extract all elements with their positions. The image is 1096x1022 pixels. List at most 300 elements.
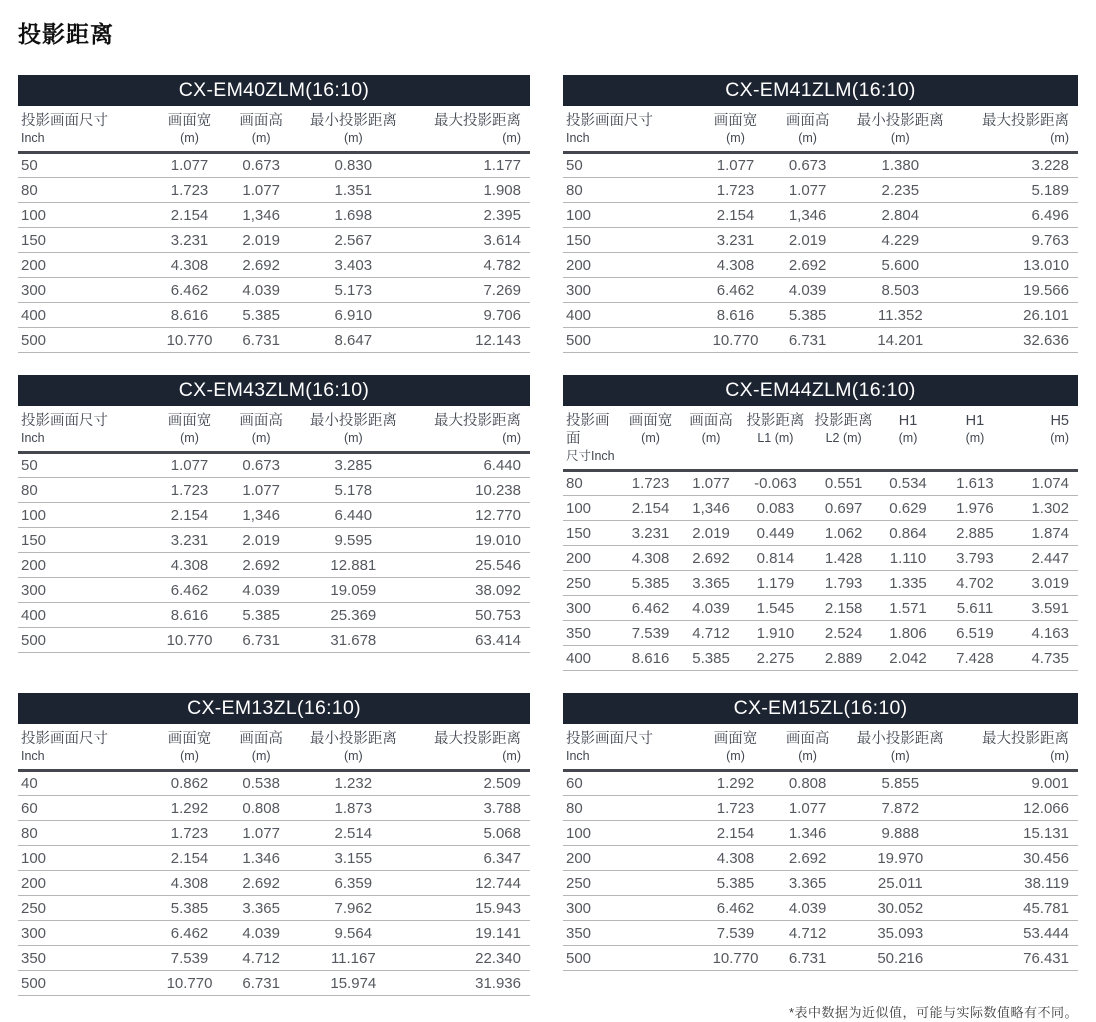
cell-value: 5.385 — [697, 871, 774, 896]
cell-value: 2.042 — [877, 646, 939, 671]
cell-value: 5.068 — [412, 821, 530, 846]
table-row — [563, 796, 1078, 821]
cell-value: 1.177 — [412, 153, 530, 178]
cell-value: 2.019 — [774, 228, 841, 253]
cell-value: 1,346 — [228, 203, 295, 228]
cell-value: 2.395 — [412, 203, 530, 228]
cell-screen-size: 50 — [563, 153, 697, 178]
cell-value: 1.077 — [151, 153, 228, 178]
table-row — [18, 871, 530, 896]
cell-screen-size: 350 — [563, 621, 620, 646]
cell-value: 14.201 — [841, 328, 959, 353]
table-row — [18, 253, 530, 278]
cell-screen-size: 400 — [18, 303, 151, 328]
column-header: 最大投影距离 (m) — [960, 106, 1078, 153]
cell-value: 9.001 — [960, 771, 1078, 796]
cell-value: 1.793 — [810, 571, 877, 596]
table-row — [563, 946, 1078, 971]
cell-value: 5.173 — [294, 278, 412, 303]
cell-value: 2.692 — [228, 253, 295, 278]
cell-value: 6.731 — [774, 328, 841, 353]
cell-value: 1.908 — [412, 178, 530, 203]
cell-value: 1.613 — [939, 471, 1011, 496]
cell-value: 6.462 — [151, 921, 228, 946]
column-header: 最小投影距离 (m) — [294, 724, 412, 771]
column-header-row — [18, 406, 530, 453]
table-row — [563, 521, 1078, 546]
cell-value: 4.039 — [228, 578, 295, 603]
column-header: 投影画面 尺寸Inch — [563, 406, 620, 471]
cell-value: 2.154 — [697, 203, 774, 228]
cell-screen-size: 300 — [18, 278, 151, 303]
cell-value: 8.616 — [697, 303, 774, 328]
cell-value: 76.431 — [960, 946, 1078, 971]
column-header: 画面宽 (m) — [697, 106, 774, 153]
cell-value: 2.514 — [294, 821, 412, 846]
cell-screen-size: 150 — [563, 228, 697, 253]
cell-value: 2.154 — [151, 503, 228, 528]
cell-value: 63.414 — [412, 628, 530, 653]
cell-screen-size: 100 — [18, 203, 151, 228]
cell-value: 2.885 — [939, 521, 1011, 546]
table-title-bar: CX-EM40ZLM(16:10) — [18, 75, 530, 106]
table-row — [563, 253, 1078, 278]
cell-value: 1.723 — [151, 821, 228, 846]
table-row — [563, 621, 1078, 646]
column-header: 画面高 (m) — [774, 724, 841, 771]
table-row — [18, 278, 530, 303]
cell-screen-size: 250 — [18, 896, 151, 921]
table-row — [18, 228, 530, 253]
column-header: 投影画面尺寸 Inch — [563, 724, 697, 771]
cell-value: 10.770 — [151, 971, 228, 996]
cell-screen-size: 350 — [563, 921, 697, 946]
cell-value: 2.567 — [294, 228, 412, 253]
cell-screen-size: 300 — [563, 896, 697, 921]
cell-value: 7.539 — [151, 946, 228, 971]
table-row — [18, 921, 530, 946]
cell-value: 25.546 — [412, 553, 530, 578]
cell-value: 0.673 — [228, 153, 295, 178]
cell-screen-size: 50 — [18, 153, 151, 178]
column-header-row — [18, 724, 530, 771]
column-header: 投影距离 L1 (m) — [741, 406, 811, 471]
cell-screen-size: 250 — [563, 571, 620, 596]
cell-value: 8.503 — [841, 278, 959, 303]
cell-value: 3.788 — [412, 796, 530, 821]
cell-value: 32.636 — [960, 328, 1078, 353]
cell-value: 4.712 — [681, 621, 740, 646]
column-header: 投影画面尺寸 Inch — [18, 724, 151, 771]
column-header: H1 (m) — [939, 406, 1011, 471]
cell-value: 7.428 — [939, 646, 1011, 671]
cell-value: 1.571 — [877, 596, 939, 621]
cell-value: 1.723 — [697, 178, 774, 203]
cell-value: 3.365 — [228, 896, 295, 921]
table-row — [18, 153, 530, 178]
cell-value: 5.385 — [228, 603, 295, 628]
cell-value: 1.428 — [810, 546, 877, 571]
cell-value: 3.285 — [294, 453, 412, 478]
cell-value: 1,346 — [681, 496, 740, 521]
cell-value: 2.019 — [228, 228, 295, 253]
cell-value: 2.447 — [1011, 546, 1078, 571]
table-row — [18, 846, 530, 871]
projection-data-table — [18, 106, 530, 353]
table-row — [563, 596, 1078, 621]
cell-value: 5.385 — [620, 571, 682, 596]
cell-value: 3.793 — [939, 546, 1011, 571]
column-header: 画面宽 (m) — [151, 724, 228, 771]
cell-value: 0.534 — [877, 471, 939, 496]
cell-value: 3.231 — [151, 228, 228, 253]
projection-table-cx-em41zlm — [563, 75, 1078, 353]
cell-screen-size: 500 — [18, 971, 151, 996]
cell-value: 2.509 — [412, 771, 530, 796]
table-row — [18, 628, 530, 653]
column-header: 画面宽 (m) — [697, 724, 774, 771]
cell-value: 4.039 — [228, 278, 295, 303]
column-header: 画面宽 (m) — [620, 406, 682, 471]
table-title-bar: CX-EM43ZLM(16:10) — [18, 375, 530, 406]
table-row — [563, 896, 1078, 921]
cell-value: 1.292 — [697, 771, 774, 796]
cell-value: 5.385 — [681, 646, 740, 671]
cell-value: 0.673 — [774, 153, 841, 178]
cell-value: 1,346 — [774, 203, 841, 228]
cell-value: 2.692 — [774, 846, 841, 871]
cell-value: 1.077 — [697, 153, 774, 178]
cell-value: 7.872 — [841, 796, 959, 821]
cell-value: 6.462 — [697, 278, 774, 303]
cell-value: 3.231 — [697, 228, 774, 253]
cell-value: 1.077 — [228, 821, 295, 846]
cell-screen-size: 80 — [18, 478, 151, 503]
cell-value: 2.158 — [810, 596, 877, 621]
cell-value: 10.238 — [412, 478, 530, 503]
cell-value: 1.346 — [774, 821, 841, 846]
cell-value: 2.019 — [228, 528, 295, 553]
table-row — [18, 946, 530, 971]
cell-value: 4.735 — [1011, 646, 1078, 671]
column-header-row — [18, 106, 530, 153]
cell-screen-size: 500 — [563, 328, 697, 353]
cell-screen-size: 200 — [18, 253, 151, 278]
table-row — [18, 603, 530, 628]
projection-data-table — [563, 106, 1078, 353]
cell-value: 1.545 — [741, 596, 811, 621]
table-row — [563, 178, 1078, 203]
cell-screen-size: 100 — [563, 821, 697, 846]
table-row — [563, 303, 1078, 328]
cell-screen-size: 300 — [18, 921, 151, 946]
cell-value: 3.591 — [1011, 596, 1078, 621]
tables-grid — [18, 75, 1078, 996]
cell-value: 4.712 — [774, 921, 841, 946]
cell-value: 12.881 — [294, 553, 412, 578]
projection-data-table — [563, 724, 1078, 971]
cell-value: 2.692 — [228, 871, 295, 896]
cell-value: 1.077 — [228, 178, 295, 203]
cell-value: 5.189 — [960, 178, 1078, 203]
cell-value: 0.808 — [228, 796, 295, 821]
column-header-row — [563, 724, 1078, 771]
column-header: 画面宽 (m) — [151, 106, 228, 153]
cell-value: 7.539 — [620, 621, 682, 646]
cell-screen-size: 400 — [18, 603, 151, 628]
cell-value: 8.616 — [620, 646, 682, 671]
table-row — [18, 328, 530, 353]
cell-screen-size: 60 — [563, 771, 697, 796]
cell-value: 1.077 — [681, 471, 740, 496]
cell-screen-size: 150 — [18, 528, 151, 553]
table-row — [563, 871, 1078, 896]
cell-value: 2.235 — [841, 178, 959, 203]
cell-screen-size: 200 — [563, 253, 697, 278]
cell-value: 45.781 — [960, 896, 1078, 921]
cell-value: -0.063 — [741, 471, 811, 496]
cell-value: 1.351 — [294, 178, 412, 203]
table-row — [18, 896, 530, 921]
cell-value: 12.066 — [960, 796, 1078, 821]
projection-data-table — [18, 724, 530, 996]
projection-data-table — [18, 406, 530, 653]
cell-value: 9.888 — [841, 821, 959, 846]
cell-value: 1.302 — [1011, 496, 1078, 521]
table-row — [563, 203, 1078, 228]
cell-value: 1.077 — [774, 178, 841, 203]
cell-screen-size: 80 — [563, 796, 697, 821]
cell-value: 7.962 — [294, 896, 412, 921]
cell-value: 10.770 — [697, 328, 774, 353]
cell-value: 1.723 — [620, 471, 682, 496]
cell-value: 2.804 — [841, 203, 959, 228]
cell-value: 26.101 — [960, 303, 1078, 328]
cell-value: 0.814 — [741, 546, 811, 571]
cell-value: 19.970 — [841, 846, 959, 871]
cell-value: 9.763 — [960, 228, 1078, 253]
cell-value: 25.011 — [841, 871, 959, 896]
cell-value: 4.039 — [774, 278, 841, 303]
cell-screen-size: 300 — [563, 278, 697, 303]
cell-value: 1.723 — [151, 178, 228, 203]
cell-value: 2.692 — [774, 253, 841, 278]
table-row — [18, 771, 530, 796]
cell-value: 5.178 — [294, 478, 412, 503]
table-row — [18, 303, 530, 328]
cell-value: 4.308 — [151, 871, 228, 896]
cell-value: 11.352 — [841, 303, 959, 328]
cell-value: 4.308 — [151, 253, 228, 278]
cell-value: 19.059 — [294, 578, 412, 603]
table-row — [563, 821, 1078, 846]
cell-value: 1.077 — [774, 796, 841, 821]
cell-value: 50.753 — [412, 603, 530, 628]
cell-value: 38.092 — [412, 578, 530, 603]
cell-value: 4.039 — [774, 896, 841, 921]
table-row — [18, 203, 530, 228]
cell-value: 2.154 — [620, 496, 682, 521]
column-header: 最大投影距离 (m) — [960, 724, 1078, 771]
cell-value: 3.228 — [960, 153, 1078, 178]
cell-value: 6.731 — [774, 946, 841, 971]
cell-value: 2.692 — [228, 553, 295, 578]
column-header: 投影画面尺寸 Inch — [18, 406, 151, 453]
cell-value: 30.052 — [841, 896, 959, 921]
cell-value: 1.380 — [841, 153, 959, 178]
cell-screen-size: 200 — [18, 553, 151, 578]
cell-screen-size: 80 — [18, 178, 151, 203]
cell-value: 0.538 — [228, 771, 295, 796]
cell-value: 1.874 — [1011, 521, 1078, 546]
cell-value: 4.712 — [228, 946, 295, 971]
cell-value: 1.698 — [294, 203, 412, 228]
cell-value: 0.830 — [294, 153, 412, 178]
column-header: 投影画面尺寸 Inch — [563, 106, 697, 153]
column-header-row — [563, 406, 1078, 471]
table-row — [563, 846, 1078, 871]
cell-value: 1.335 — [877, 571, 939, 596]
cell-value: 2.692 — [681, 546, 740, 571]
cell-screen-size: 250 — [563, 871, 697, 896]
cell-value: 0.862 — [151, 771, 228, 796]
cell-value: 6.440 — [412, 453, 530, 478]
cell-value: 35.093 — [841, 921, 959, 946]
cell-screen-size: 300 — [563, 596, 620, 621]
cell-value: 11.167 — [294, 946, 412, 971]
cell-value: 10.770 — [151, 628, 228, 653]
cell-value: 1.723 — [151, 478, 228, 503]
table-row — [18, 553, 530, 578]
table-row — [18, 453, 530, 478]
cell-value: 31.678 — [294, 628, 412, 653]
cell-value: 2.889 — [810, 646, 877, 671]
cell-screen-size: 100 — [563, 496, 620, 521]
cell-value: 38.119 — [960, 871, 1078, 896]
column-header: 画面高 (m) — [681, 406, 740, 471]
cell-screen-size: 200 — [563, 846, 697, 871]
cell-value: 6.731 — [228, 971, 295, 996]
cell-value: 6.910 — [294, 303, 412, 328]
cell-value: 1.910 — [741, 621, 811, 646]
table-row — [563, 771, 1078, 796]
cell-value: 3.614 — [412, 228, 530, 253]
cell-screen-size: 100 — [18, 846, 151, 871]
cell-value: 4.229 — [841, 228, 959, 253]
cell-screen-size: 350 — [18, 946, 151, 971]
cell-value: 2.154 — [151, 203, 228, 228]
cell-value: 10.770 — [151, 328, 228, 353]
cell-value: 12.770 — [412, 503, 530, 528]
cell-value: 25.369 — [294, 603, 412, 628]
cell-value: 5.855 — [841, 771, 959, 796]
cell-value: 3.403 — [294, 253, 412, 278]
cell-value: 6.731 — [228, 328, 295, 353]
table-row — [563, 278, 1078, 303]
cell-value: 4.039 — [228, 921, 295, 946]
cell-value: 6.462 — [620, 596, 682, 621]
cell-value: 19.141 — [412, 921, 530, 946]
table-title-bar: CX-EM13ZL(16:10) — [18, 693, 530, 724]
cell-value: 1.292 — [151, 796, 228, 821]
page-title: 投影距离 — [18, 21, 114, 47]
cell-value: 1.179 — [741, 571, 811, 596]
column-header: H5 (m) — [1011, 406, 1078, 471]
cell-value: 6.519 — [939, 621, 1011, 646]
column-header: 投影画面尺寸 Inch — [18, 106, 151, 153]
projection-table-cx-em44zlm — [563, 375, 1078, 671]
cell-screen-size: 80 — [563, 471, 620, 496]
cell-value: 12.744 — [412, 871, 530, 896]
cell-value: 19.566 — [960, 278, 1078, 303]
table-row — [563, 228, 1078, 253]
cell-value: 50.216 — [841, 946, 959, 971]
cell-value: 3.365 — [681, 571, 740, 596]
column-header: 最小投影距离 (m) — [841, 106, 959, 153]
projection-table-cx-em40zlm — [18, 75, 530, 353]
cell-value: 9.595 — [294, 528, 412, 553]
column-header: 画面高 (m) — [774, 106, 841, 153]
table-row — [18, 178, 530, 203]
cell-screen-size: 60 — [18, 796, 151, 821]
cell-value: 1.976 — [939, 496, 1011, 521]
column-header: 投影距离 L2 (m) — [810, 406, 877, 471]
table-title-bar: CX-EM15ZL(16:10) — [563, 693, 1078, 724]
table-row — [18, 478, 530, 503]
cell-value: 6.347 — [412, 846, 530, 871]
cell-value: 31.936 — [412, 971, 530, 996]
cell-value: 6.731 — [228, 628, 295, 653]
cell-value: 0.629 — [877, 496, 939, 521]
cell-screen-size: 400 — [563, 303, 697, 328]
cell-value: 0.551 — [810, 471, 877, 496]
cell-value: 1.806 — [877, 621, 939, 646]
cell-value: 4.163 — [1011, 621, 1078, 646]
cell-value: 2.019 — [681, 521, 740, 546]
cell-value: 13.010 — [960, 253, 1078, 278]
cell-value: 0.449 — [741, 521, 811, 546]
cell-value: 2.154 — [151, 846, 228, 871]
column-header-row — [563, 106, 1078, 153]
cell-value: 1,346 — [228, 503, 295, 528]
cell-value: 4.308 — [151, 553, 228, 578]
cell-value: 3.155 — [294, 846, 412, 871]
cell-screen-size: 100 — [18, 503, 151, 528]
cell-value: 8.616 — [151, 603, 228, 628]
table-row — [563, 471, 1078, 496]
cell-value: 6.496 — [960, 203, 1078, 228]
cell-value: 1.062 — [810, 521, 877, 546]
cell-value: 5.611 — [939, 596, 1011, 621]
cell-value: 3.231 — [151, 528, 228, 553]
column-header: 画面高 (m) — [228, 106, 295, 153]
cell-value: 1.077 — [151, 453, 228, 478]
cell-value: 8.647 — [294, 328, 412, 353]
projection-data-table — [563, 406, 1078, 671]
cell-screen-size: 100 — [563, 203, 697, 228]
cell-value: 1.346 — [228, 846, 295, 871]
cell-value: 2.524 — [810, 621, 877, 646]
cell-screen-size: 150 — [563, 521, 620, 546]
cell-value: 6.462 — [697, 896, 774, 921]
cell-value: 15.943 — [412, 896, 530, 921]
cell-value: 19.010 — [412, 528, 530, 553]
cell-value: 15.131 — [960, 821, 1078, 846]
cell-value: 1.873 — [294, 796, 412, 821]
table-row — [563, 571, 1078, 596]
table-row — [18, 503, 530, 528]
cell-value: 7.539 — [697, 921, 774, 946]
